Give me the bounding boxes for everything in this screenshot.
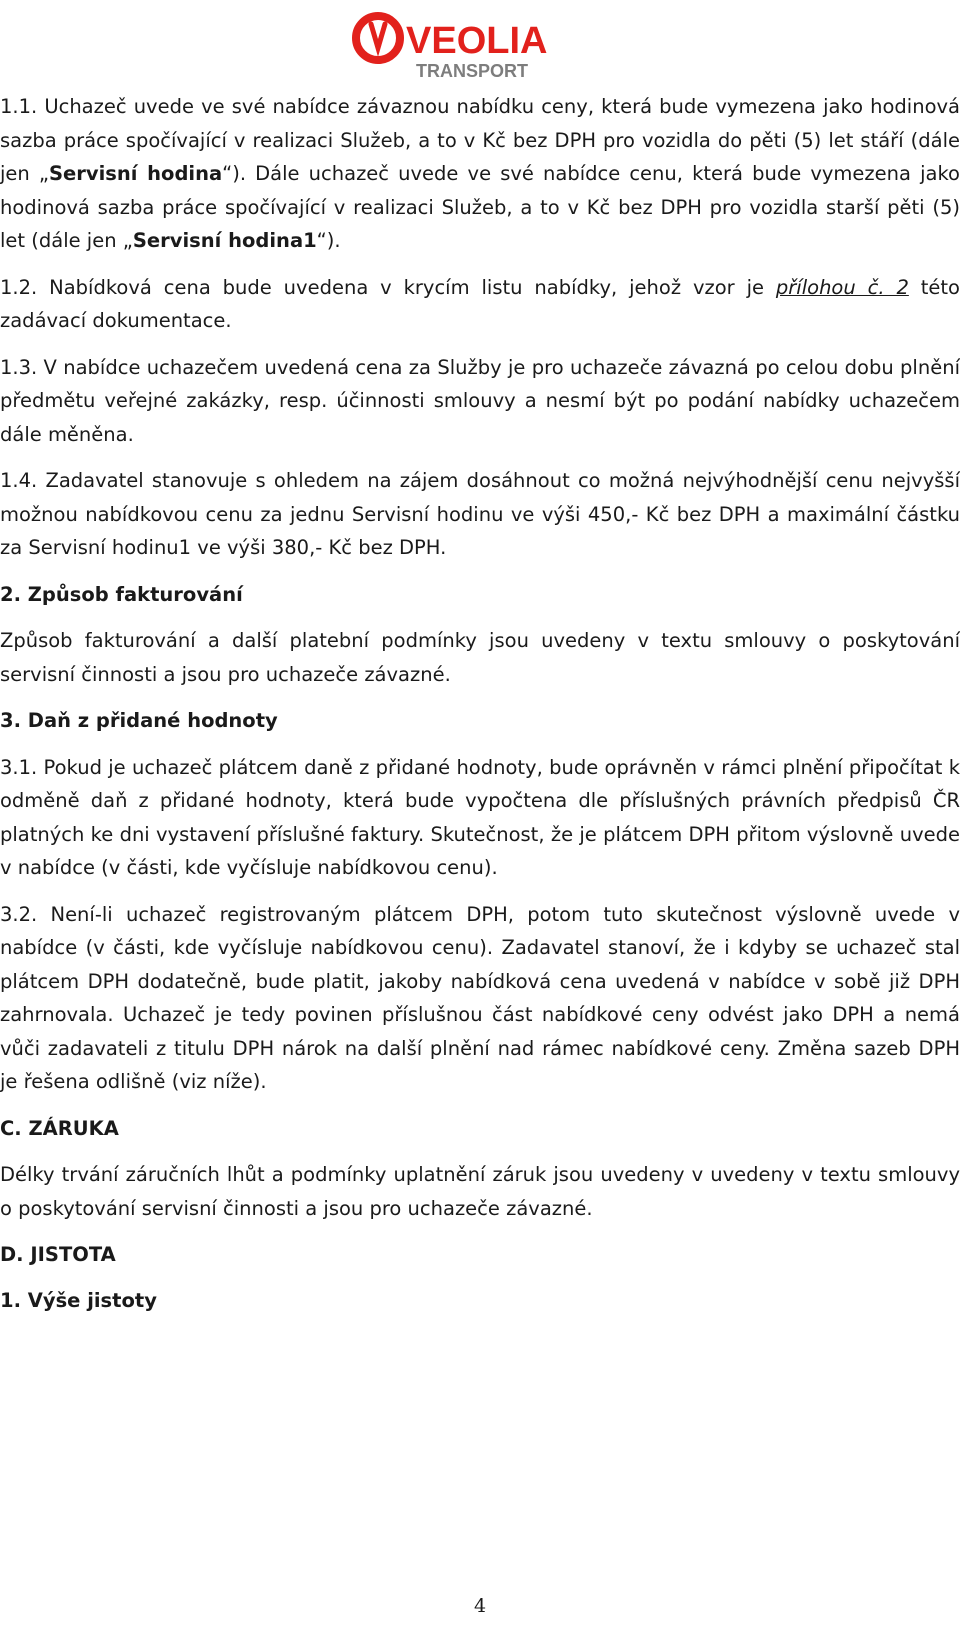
paragraph-1-4: 1.4. Zadavatel stanovuje s ohledem na zájem dosáhnout co možná nejvýhodnější cenu nejvyšší možnou nabídkovou cenu za jednu Servisní hodinu ve výši 450,- Kč bez DPH a maximální částku za Servisní hodinu1 ve výši 380,- Kč bez DPH. (0, 469, 960, 559)
paragraph-c: Délky trvání záručních lhůt a podmínky uplatnění záruk jsou uvedeny v uvedeny v textu smlouvy o poskytování servisní činnosti a jsou pro uchazeče závazné. (0, 1163, 960, 1220)
paragraph-1-1: 1.1. Uchazeč uvede ve své nabídce závaznou nabídku ceny, která bude vymezena jako hodinová sazba práce spočívající v realizaci Služeb, a to v Kč bez DPH pro vozidla do pěti (5) let stáří (dále jen „Servisní hodina“). Dále uchazeč uvede ve své nabídce cenu, která bude vymezena jako hodinová sazba práce spočívající v realizaci Služeb, a to v Kč bez DPH pro vozidla starší pěti (5) let (dále jen „Servisní hodina1“). (0, 95, 960, 252)
term-servisni-hodina: Servisní hodina (49, 162, 223, 185)
veolia-transport-logo (352, 4, 592, 82)
section-heading-2: 2. Způsob fakturování (0, 582, 243, 606)
logo-brand-text: VEOLIA (406, 20, 548, 62)
term-servisni-hodina1: Servisní hodina1 (132, 229, 317, 252)
paragraph-2: Způsob fakturování a další platební podmínky jsou uvedeny v textu smlouvy o poskytování servisní činnosti a jsou pro uchazeče závazné. (0, 629, 960, 686)
logo-subtitle-text: TRANSPORT (416, 61, 528, 81)
document-body (0, 90, 960, 1317)
page-number: 4 (473, 1595, 487, 1617)
paragraph-3-1: 3.1. Pokud je uchazeč plátcem daně z přidané hodnoty, bude oprávněn v rámci plnění připočítat k odměně daň z přidané hodnoty, která bude vypočtena dle příslušných právních předpisů ČR platných ke dni vystavení příslušné faktury. Skutečnost, že je plátcem DPH přitom výslovně uvede v nabídce (v části, kde vyčísluje nabídkovou cenu). (0, 755, 960, 879)
logo-drop (371, 24, 385, 48)
section-heading-d: D. JISTOTA (0, 1243, 116, 1266)
paragraph-3-2: 3.2. Není-li uchazeč registrovaným plátcem DPH, potom tuto skutečnost výslovně uvede v nabídce (v části, kde vyčísluje nabídkovou cenu). Zadavatel stanoví, že i kdyby se uchazeč stal plátcem DPH dodatečně, bude platit, jakoby nabídková cena uvedená v nabídce v sobě již DPH zahrnovala. Uchazeč je tedy povinen příslušnou část nabídkové ceny odvést jako DPH a nemá vůči zadavateli z titulu DPH nárok na další plnění nad rámec nabídkové ceny. Změna sazeb DPH je řešena odlišně (viz níže). (0, 902, 960, 1093)
section-heading-c: C. ZÁRUKA (0, 1116, 119, 1140)
paragraph-1-3: 1.3. V nabídce uchazečem uvedená cena za Služby je pro uchazeče závazná po celou dobu plnění předmětu veřejné zakázky, resp. účinnosti smlouvy a nesmí být po podání nabídky uchazečem dále měněna. (0, 355, 960, 446)
paragraph-1-2: 1.2. Nabídková cena bude uvedena v krycím listu nabídky, jehož vzor je přílohou č. 2 této zadávací dokumentace. (0, 275, 960, 332)
attachment-2-link[interactable]: přílohou č. 2 (775, 275, 909, 299)
section-heading-3: 3. Daň z přidané hodnoty (0, 709, 278, 732)
veolia-logo-graphic (352, 4, 592, 82)
section-heading-d1: 1. Výše jistoty (0, 1288, 157, 1312)
